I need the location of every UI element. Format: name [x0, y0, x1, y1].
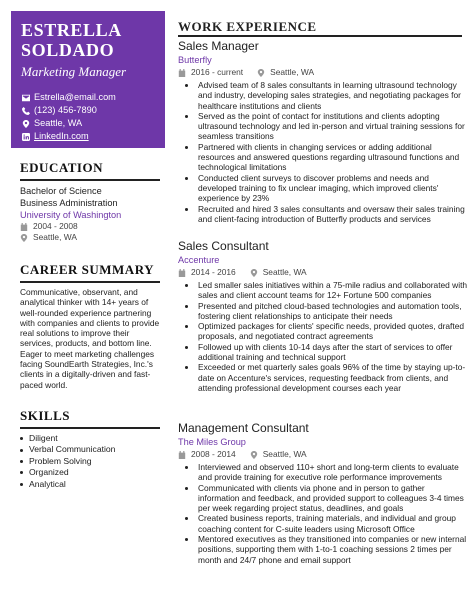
job-entry-miles-group: [178, 421, 468, 565]
skill-item: Organized: [20, 467, 160, 478]
linkedin-link[interactable]: LinkedIn.com: [34, 131, 89, 141]
map-pin-icon: [257, 69, 265, 77]
map-pin-icon: [250, 451, 258, 459]
profile-header: [11, 11, 165, 148]
map-pin-icon: [20, 234, 28, 242]
phone-icon: [21, 106, 31, 115]
bullet-item: Presented and pitched cloud-based technologies and automation tools, fostering client relationships to anticipate their needs: [178, 301, 468, 322]
company-name: Accenture: [178, 255, 220, 265]
skills-list: [20, 433, 160, 490]
section-divider: [20, 427, 160, 429]
work-experience-heading: WORK EXPERIENCE: [178, 19, 317, 34]
job-dates: 2016 - current: [191, 67, 244, 77]
bullet-item: Exceeded or met quarterly sales goals 96% of the time by staying up-to-date on Accenture's services, requesting feedback from clients, and attending professional development courses each year: [178, 362, 468, 393]
education-dates-row: [20, 221, 160, 232]
name-line-2: SOLDADO: [21, 40, 115, 60]
job-dates: 2008 - 2014: [191, 449, 236, 459]
bullet-item: Optimized packages for clients' specific needs, provided quotes, drafted proposals, and negotiated contract agreements: [178, 321, 468, 342]
email-text[interactable]: Estrella@email.com: [34, 92, 116, 102]
degree-line-1: Bachelor of Science: [20, 186, 102, 196]
section-divider: [178, 35, 462, 37]
school-name: University of Washington: [20, 210, 122, 220]
left-column: [0, 0, 165, 611]
education-location-row: [20, 232, 160, 243]
bullet-item: Followed up with clients 10-14 days after the start of services to offer additional training and technical support: [178, 342, 468, 363]
location-row: [21, 117, 155, 130]
job-role: Sales Manager: [178, 39, 259, 53]
job-bullets: [178, 80, 468, 224]
skills-section: [20, 408, 160, 490]
education-heading: EDUCATION: [20, 160, 103, 175]
skill-item: Diligent: [20, 433, 160, 444]
skill-item: Problem Solving: [20, 456, 160, 467]
job-meta-row: [178, 67, 468, 78]
bullet-item: Mentored executives as they transitioned into companies or new internal positions, supporting them with 1-to-1 coaching sessions 2 times per month and 24/7 phone and email support: [178, 534, 468, 565]
job-role: Management Consultant: [178, 421, 309, 435]
envelope-icon: [21, 93, 31, 102]
map-pin-icon: [250, 269, 258, 277]
bullet-item: Partnered with clients in changing services or adding additional resources and answered questions regarding ultrasound functions and technological limitations: [178, 142, 468, 173]
career-summary-heading: CAREER SUMMARY: [20, 262, 155, 277]
linkedin-row[interactable]: [21, 130, 155, 143]
career-summary-section: [20, 262, 160, 390]
job-meta-row: [178, 449, 468, 460]
job-role: Sales Consultant: [178, 239, 269, 253]
career-summary-text: Communicative, observant, and analytical thinker with 14+ years of well-rounded experience partnering with companies and clients to provide real solutions to improve their services, products, and bottom line. Eager to meet marketing challenges facing SoundEarth Strategies, Inc.'s clients in a digitally-driven and fast-paced world.: [20, 287, 160, 390]
company-name: The Miles Group: [178, 437, 246, 447]
map-pin-icon: [21, 119, 31, 128]
job-entry-accenture: [178, 239, 468, 393]
job-meta-row: [178, 267, 468, 278]
job-title: Marketing Manager: [21, 64, 127, 79]
name-line-1: ESTRELLA: [21, 20, 122, 40]
section-divider: [20, 281, 160, 283]
skill-item: Analytical: [20, 479, 160, 490]
bullet-item: Recruited and hired 3 sales consultants and oversaw their sales training and client-facing introduction of Butterfly products and services: [178, 204, 468, 225]
education-location: Seattle, WA: [33, 232, 77, 242]
bullet-item: Created business reports, training materials, and individual and group coaching content for C-suite leaders using Microsoft Office: [178, 513, 468, 534]
calendar-icon: [20, 223, 28, 231]
phone-text[interactable]: (123) 456-7890: [34, 105, 97, 115]
calendar-icon: [178, 69, 186, 77]
bullet-item: Led smaller sales initiatives within a 75-mile radius and collaborated with sales and client account teams for 12+ Fortune 500 companies: [178, 280, 468, 301]
education-dates: 2004 - 2008: [33, 221, 78, 231]
company-name: Butterfly: [178, 55, 212, 65]
bullet-item: Interviewed and observed 110+ short and long-term clients to evaluate and provide training for executive role performance improvements: [178, 462, 468, 483]
job-entry-butterfly: [178, 39, 468, 224]
linkedin-icon: [21, 132, 31, 141]
calendar-icon: [178, 451, 186, 459]
skills-heading: SKILLS: [20, 408, 70, 423]
skill-item: Verbal Communication: [20, 444, 160, 455]
job-location: Seattle, WA: [270, 67, 315, 77]
job-bullets: [178, 280, 468, 393]
education-section: [20, 160, 160, 243]
phone-row[interactable]: [21, 104, 155, 117]
bullet-item: Conducted client surveys to discover problems and needs and developed training to fix unclear imaging, which improved clients' experience by 23%: [178, 173, 468, 204]
email-row[interactable]: [21, 91, 155, 104]
section-divider: [20, 179, 160, 181]
job-location: Seattle, WA: [262, 267, 307, 277]
bullet-item: Advised team of 8 sales consultants in learning ultrasound technology and industry, developing sales strategies, and negotiating packages for healthcare institutions and clients: [178, 80, 468, 111]
bullet-item: Communicated with clients via phone and in person to gather information and feedback, and provided support to colleagues 3-4 times per week regarding project status, deadlines, and goals: [178, 483, 468, 514]
calendar-icon: [178, 269, 186, 277]
bullet-item: Served as the point of contact for institutions and clients adopting ultrasound technology and led in-person and virtual training sessions for seamless transitions: [178, 111, 468, 142]
location-text: Seattle, WA: [34, 118, 83, 128]
contact-list: [21, 91, 155, 143]
job-dates: 2014 - 2016: [191, 267, 236, 277]
job-location: Seattle, WA: [262, 449, 307, 459]
job-bullets: [178, 462, 468, 565]
degree-line-2: Business Administration: [20, 198, 118, 208]
